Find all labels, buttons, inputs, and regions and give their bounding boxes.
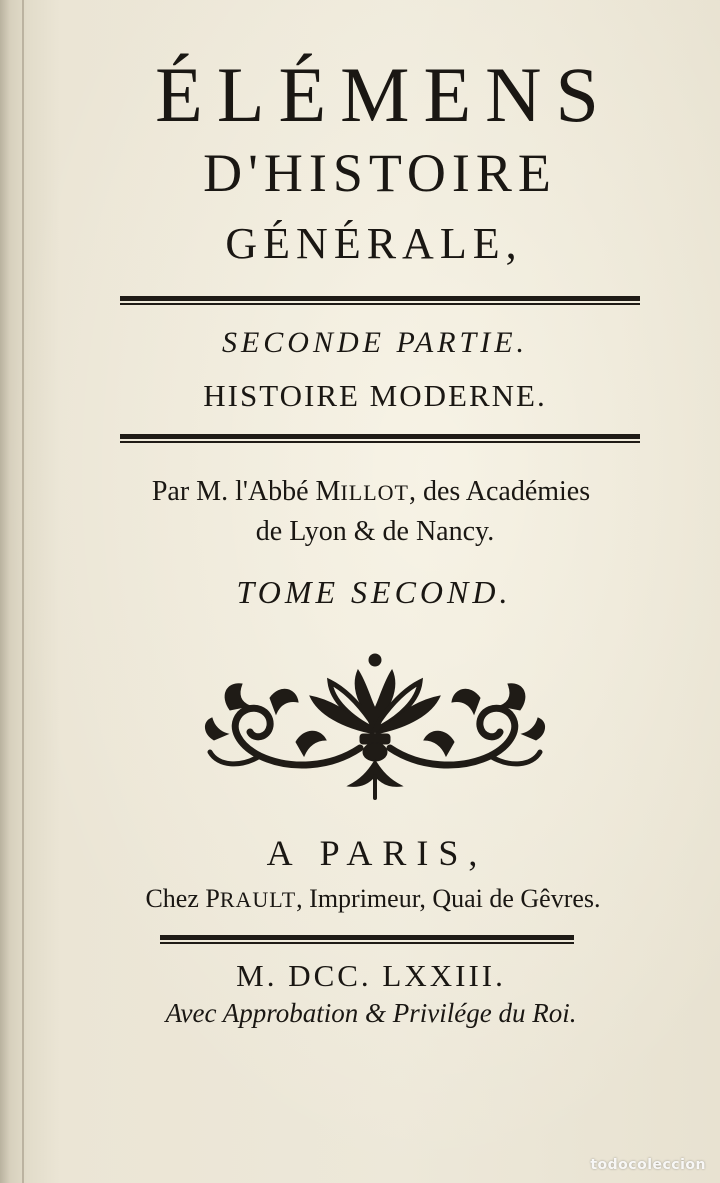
double-rule-bottom bbox=[160, 935, 574, 945]
printer-name: RAULT bbox=[219, 887, 297, 912]
title-line-3: GÉNÉRALE, bbox=[225, 219, 523, 268]
title-line-2: D'HISTOIRE bbox=[203, 143, 557, 203]
subtitle-section: HISTOIRE MODERNE. bbox=[203, 378, 547, 413]
imprint-place: A PARIS, bbox=[266, 833, 488, 873]
author-line-1 bbox=[0, 476, 720, 508]
author-name: ILLOT bbox=[340, 480, 409, 505]
title-line-1: ÉLÉMENS bbox=[155, 51, 613, 138]
imprint-printer bbox=[0, 884, 720, 914]
subtitle-part: SECONDE PARTIE. bbox=[221, 326, 529, 359]
author-line-2: de Lyon & de Nancy. bbox=[255, 516, 495, 547]
author-suffix: , des Académies bbox=[408, 476, 591, 507]
imprint-privilege: Avec Approbation & Privilége du Roi. bbox=[165, 998, 577, 1028]
double-rule-middle bbox=[120, 434, 640, 444]
author-prefix: Par M. l'Abbé M bbox=[151, 476, 341, 507]
imprint-date: M. DCC. LXXIII. bbox=[236, 958, 506, 993]
volume-label: TOME SECOND. bbox=[236, 574, 512, 610]
printer-suffix: , Imprimeur, Quai de Gêvres. bbox=[296, 884, 601, 913]
double-rule-top bbox=[120, 296, 640, 306]
fleuron-ornament-icon bbox=[200, 648, 550, 808]
printer-prefix: Chez P bbox=[145, 884, 220, 913]
watermark: todocoleccion bbox=[590, 1157, 706, 1173]
